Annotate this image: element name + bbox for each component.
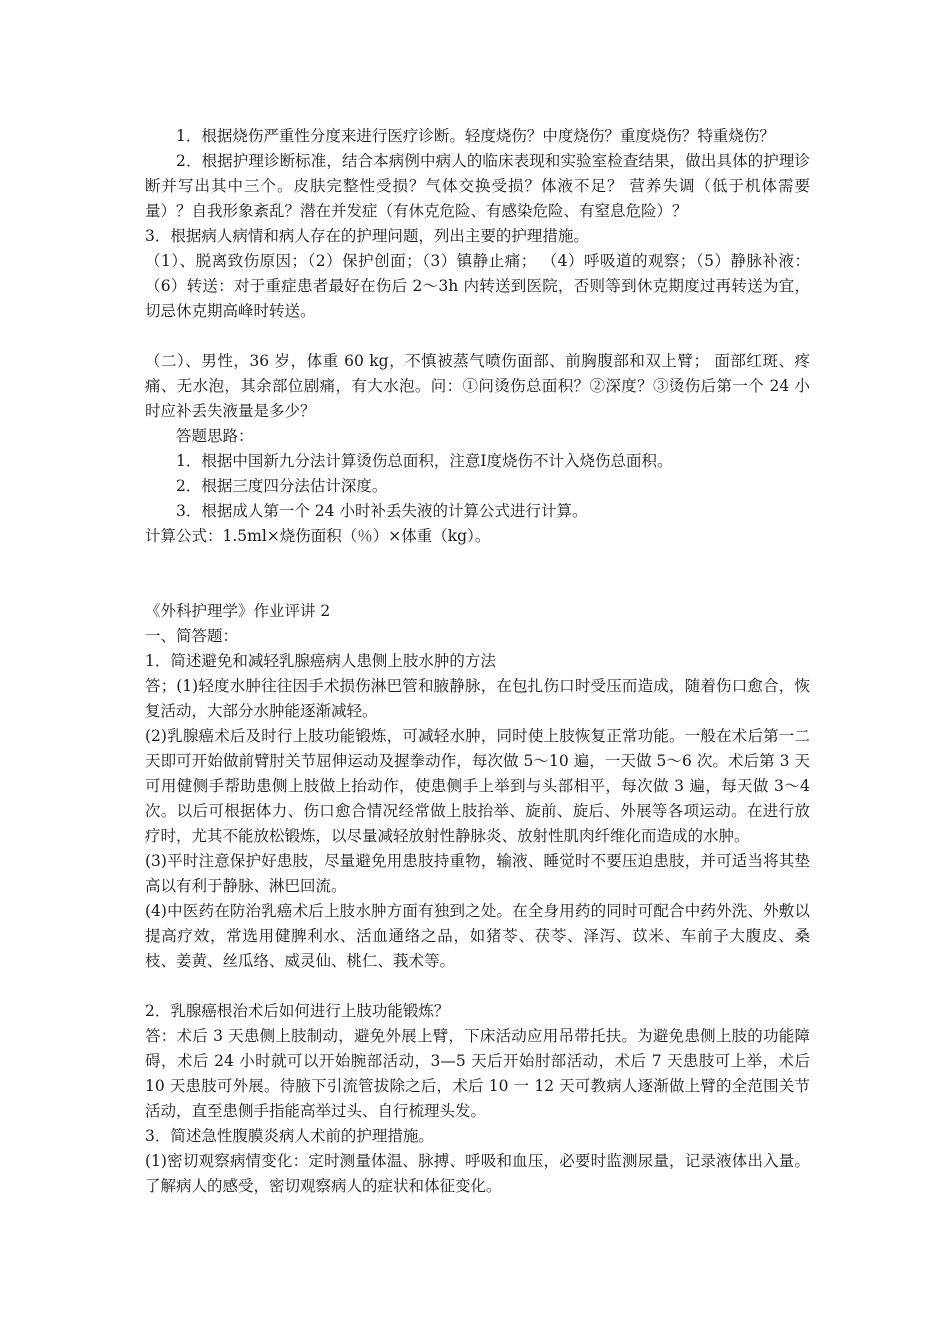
- case2-step1: 1．根据中国新九分法计算烫伤总面积，注意Ⅰ度烧伤不计入烧伤总面积。: [176, 452, 673, 470]
- q1-question: 1．简述避免和减轻乳腺癌病人患侧上肢水肿的方法: [145, 652, 496, 670]
- q3-answer-1: (1)密切观察病情变化：定时测量体温、脉搏、呼吸和血压，必要时监测尿量，记录液体出入量。了解病人的感受，密切观察病人的症状和体征变化。: [145, 1152, 810, 1195]
- case2-thinking-label: 答题思路：: [176, 427, 254, 445]
- case2-question: （二）、男性，36 岁，体重 60 kg，不慎被蒸气喷伤面部、前胸腹部和双上臂； 面部红斑、疼痛、无水泡，其余部位剧痛，有大水泡。问：①问烫伤总面积？②深度？③烫伤后第一个 24 小时应补丢失液量是多少？: [145, 352, 810, 420]
- document-page: [145, 124, 810, 1199]
- case2-step3: 3．根据成人第一个 24 小时补丢失液的计算公式进行计算。: [176, 502, 588, 520]
- spacer: [145, 324, 810, 349]
- part1-item1: 1．根据烧伤严重性分度来进行医疗诊断。轻度烧伤？中度烧伤？重度烧伤？特重烧伤？: [176, 127, 775, 145]
- part1-item2: 2．根据护理诊断标准，结合本病例中病人的临床表现和实验室检查结果，做出具体的护理诊断并写出其中三个。皮肤完整性受损？气体交换受损？体液不足？ 营养失调（低于机体需要量）？自我形象紊乱？潜在并发症（有休克危险、有感染危险、有窒息危险）？: [145, 152, 810, 220]
- case2-formula: 计算公式：1.5ml×烧伤面积（％）×体重（kg）。: [145, 527, 491, 545]
- q1-answer-3: (3)平时注意保护好患肢，尽量避免用患肢持重物，输液、睡觉时不要压迫患肢，并可适当将其垫高以有利于静脉、淋巴回流。: [145, 852, 810, 895]
- q2-answer: 答：术后 3 天患侧上肢制动，避免外展上臂，下床活动应用吊带托扶。为避免患侧上肢的功能障碍，术后 24 小时就可以开始腕部活动，3—5 天后开始肘部活动，术后 7 天患肢可上举，术后 10 天患肢可外展。待腋下引流管拔除之后，术后 10 一 12 天可教病人逐渐做上臂的全范围关节活动，直至患侧手指能高举过头、自行梳理头发。: [145, 1027, 810, 1120]
- q1-answer-1: 答；(1)轻度水肿往往因手术损伤淋巴管和腋静脉，在包扎伤口时受压而造成，随着伤口愈合，恢复活动，大部分水肿能逐渐减轻。: [145, 677, 810, 720]
- part1-measures: （1）、脱离致伤原因；（2）保护创面；（3）镇静止痛； （4）呼吸道的观察；（5）静脉补液： （6）转送：对于重症患者最好在伤后 2～3h 内转送到医院，否则等到休克期度过再转送为宜，切忌休克期高峰时转送。: [145, 252, 810, 320]
- q2-question: 2．乳腺癌根治术后如何进行上肢功能锻炼？: [145, 1002, 450, 1020]
- section2-title: 《外科护理学》作业评讲 2: [145, 602, 331, 620]
- q3-question: 3．简述急性腹膜炎病人术前的护理措施。: [145, 1127, 434, 1145]
- case2-step2: 2．根据三度四分法估计深度。: [176, 477, 388, 495]
- section2-heading: 一、简答题：: [145, 627, 239, 645]
- q1-answer-4: (4)中医药在防治乳癌术后上肢水肿方面有独到之处。在全身用药的同时可配合中药外洗、外敷以提高疗效，常选用健脾利水、活血通络之品，如猪苓、茯苓、泽泻、苡米、车前子大腹皮、桑枝、姜黄、丝瓜络、威灵仙、桃仁、莪术等。: [145, 902, 810, 970]
- part1-item3: 3．根据病人病情和病人存在的护理问题，列出主要的护理措施。: [145, 227, 589, 245]
- q1-answer-2: (2)乳腺癌术后及时行上肢功能锻炼，可减轻水肿，同时使上肢恢复正常功能。一般在术后第一二天即可开始做前臂肘关节屈伸运动及握拳动作，每次做 5～10 遍，一天做 5～6 次。术后第 3 天可用健侧手帮助患侧上肢做上抬动作，使患侧手上举到与头部相平，每次做 3 遍，每天做 3～4 次。以后可根据体力、伤口愈合情况经常做上肢抬举、旋前、旋后、外展等各项运动。在进行放疗时，尤其不能放松锻炼，以尽量减轻放射性静脉炎、放射性肌肉纤维化而造成的水肿。: [145, 727, 810, 845]
- spacer: [145, 974, 810, 999]
- spacer: [145, 549, 810, 599]
